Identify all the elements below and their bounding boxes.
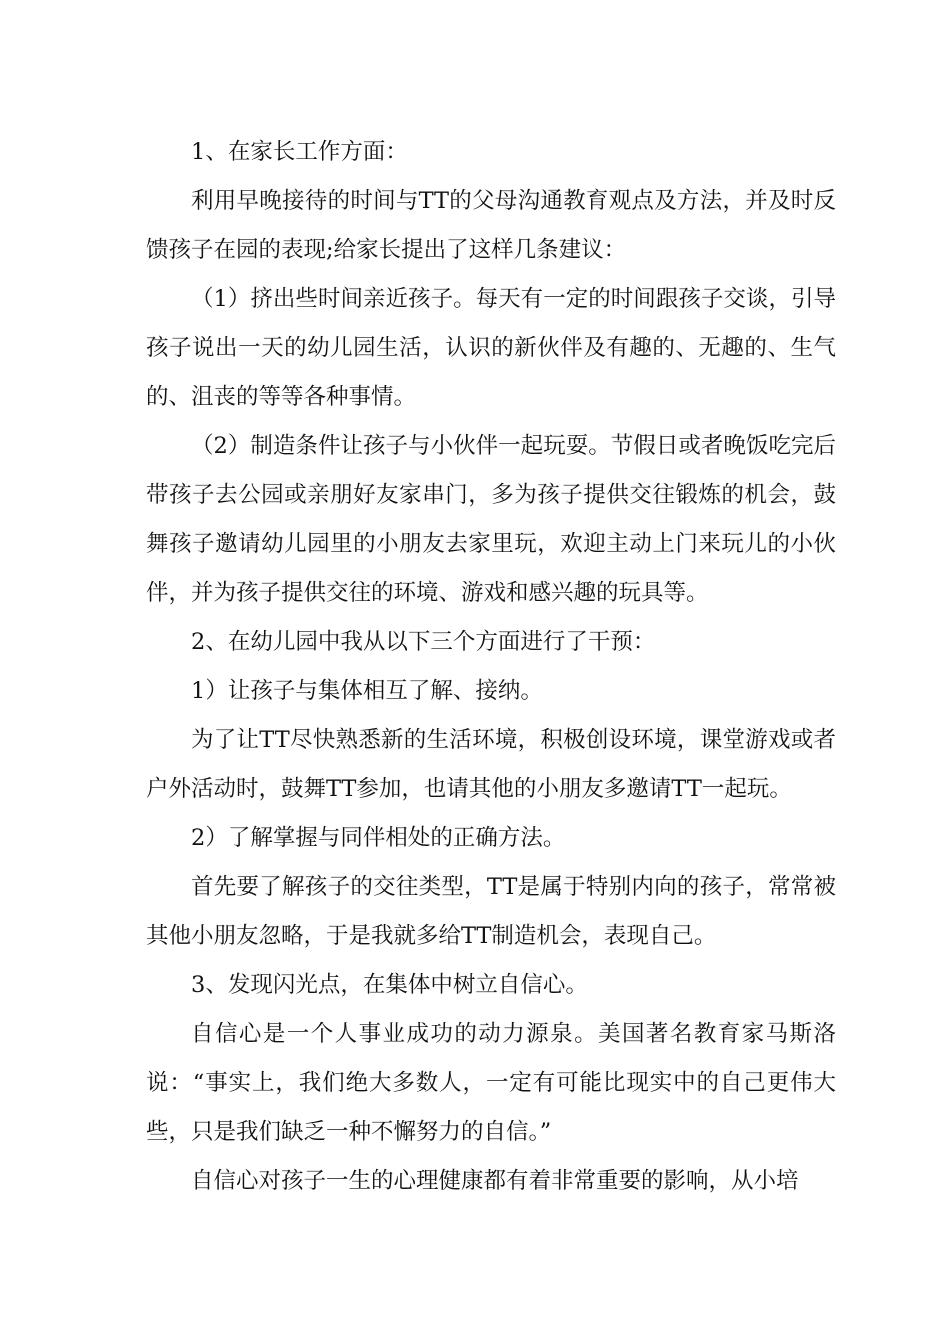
subheading-mutual-understanding: 1）让孩子与集体相互了解、接纳。	[191, 678, 543, 704]
section-heading-confidence: 3、发现闪光点，在集体中树立自信心。	[191, 972, 588, 998]
paragraph-maslow-quote: 自信心是一个人事业成功的动力源泉。美国著名教育家马斯洛说：“事实上，我们绝大多数人，一定有可能比现实中的自己更伟大些，只是我们缺乏一种不懈努力的自信。”	[146, 1021, 836, 1145]
suggestion-1: （1）挤出些时间亲近孩子。每天有一定的时间跟孩子交谈，引导孩子说出一天的幼儿园生活，认识的新伙伴及有趣的、无趣的、生气的、沮丧的等等各种事情。	[146, 286, 836, 410]
paragraph-environment: 为了让TT尽快熟悉新的生活环境，积极创设环境，课堂游戏或者户外活动时，鼓舞TT参加，也请其他的小朋友多邀请TT一起玩。	[146, 727, 836, 802]
paragraph-interaction-type: 首先要了解孩子的交往类型，TT是属于特别内向的孩子，常常被其他小朋友忽略，于是我就多给TT制造机会，表现自己。	[146, 874, 836, 949]
document-body	[146, 128, 836, 1206]
paragraph-communication: 利用早晚接待的时间与TT的父母沟通教育观点及方法，并及时反馈孩子在园的表现;给家长提出了这样几条建议：	[146, 188, 836, 263]
section-heading-parent-work: 1、在家长工作方面：	[191, 139, 408, 165]
section-heading-kindergarten: 2、在幼儿园中我从以下三个方面进行了干预：	[191, 629, 656, 655]
suggestion-2: （2）制造条件让孩子与小伙伴一起玩耍。节假日或者晚饭吃完后带孩子去公园或亲朋好友家串门，多为孩子提供交往锻炼的机会，鼓舞孩子邀请幼儿园里的小朋友去家里玩，欢迎主动上门来玩儿的小伙伴，并为孩子提供交往的环境、游戏和感兴趣的玩具等。	[146, 433, 836, 606]
subheading-peer-methods: 2）了解掌握与同伴相处的正确方法。	[191, 825, 566, 851]
paragraph-confidence-impact: 自信心对孩子一生的心理健康都有着非常重要的影响，从小培	[191, 1168, 799, 1194]
